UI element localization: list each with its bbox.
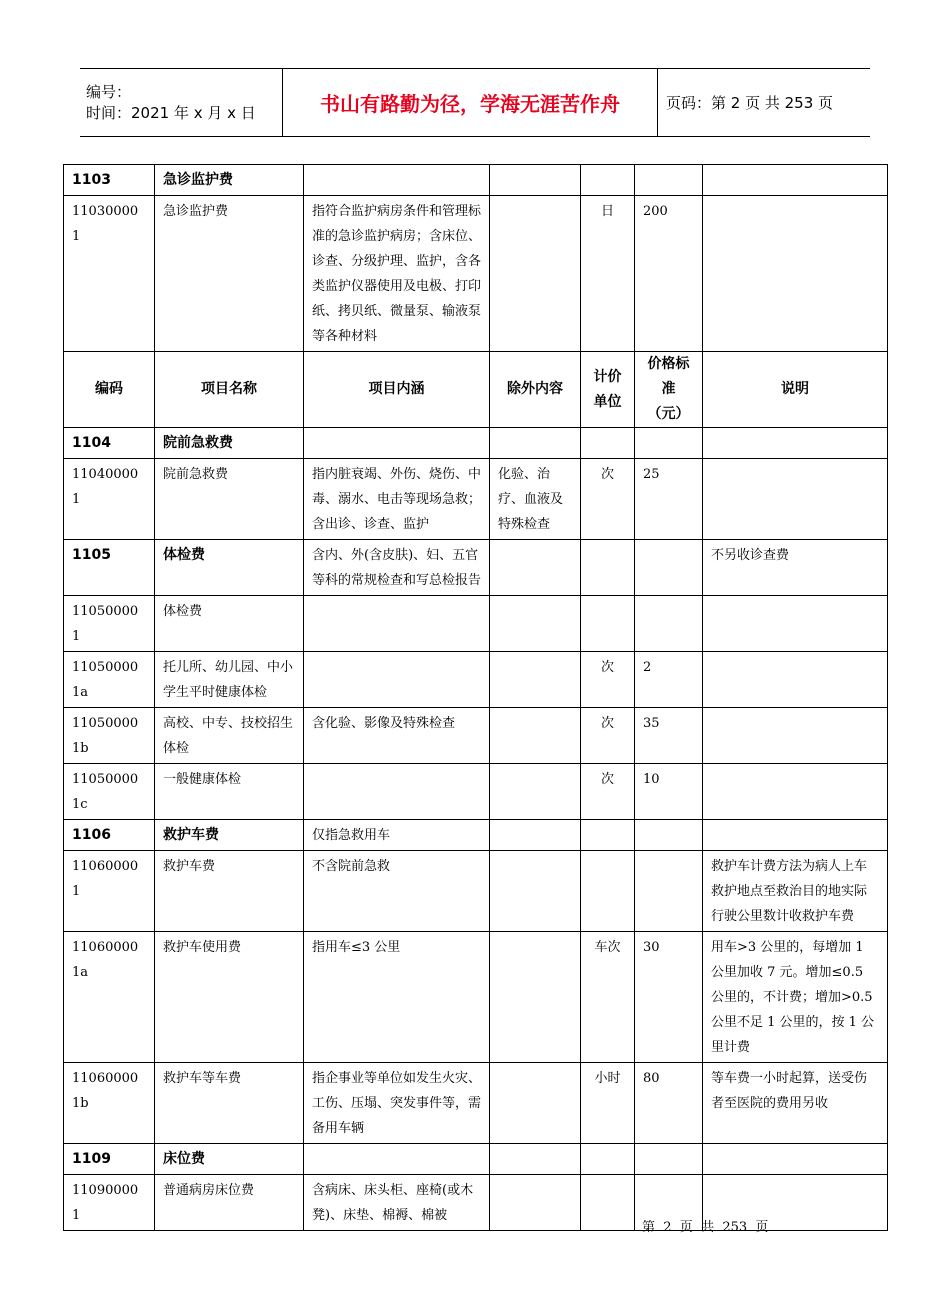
table-row [64,196,888,352]
cell-content: 含病床、床头柜、座椅(或木凳)、床垫、棉褥、棉被 [304,1175,490,1231]
cell-exclude [490,1144,581,1175]
cell-content [304,596,490,652]
cell-code: 1105 [64,540,155,596]
cell-unit: 次 [581,459,635,540]
cell-unit: 日 [581,196,635,352]
cell-exclude [490,764,581,820]
cell-name: 托儿所、幼儿园、中小学生平时健康体检 [155,652,304,708]
cell-unit [581,165,635,196]
cell-code: 110500001 [64,596,155,652]
motto-text: 书山有路勤为径，学海无涯苦作舟 [320,92,620,116]
cell-price: 35 [635,708,703,764]
cell-name: 急诊监护费 [155,165,304,196]
cell-content: 指用车≤3 公里 [304,932,490,1063]
cell-name: 救护车费 [155,820,304,851]
header-unit-line: 计价 [593,368,622,385]
cell-name: 床位费 [155,1144,304,1175]
cell-code: 110500001a [64,652,155,708]
cell-exclude [490,652,581,708]
cell-name: 一般健康体检 [155,764,304,820]
cell-note: 救护车计费方法为病人上车救护地点至救治目的地实际行驶公里数计收救护车费 [703,851,888,932]
cell-code: 110600001a [64,932,155,1063]
cell-price [635,851,703,932]
cell-unit: 次 [581,708,635,764]
cell-name: 院前急救费 [155,459,304,540]
header-note [703,352,888,428]
cell-note [703,708,888,764]
cell-price [635,165,703,196]
cell-code: 110600001 [64,851,155,932]
table-row [64,851,888,932]
cell-unit: 次 [581,652,635,708]
cell-content [304,1144,490,1175]
cell-code: 1104 [64,428,155,459]
cell-unit: 车次 [581,932,635,1063]
cell-price: 80 [635,1063,703,1144]
document-time-label: 时间：2021 年 x 月 x 日 [86,103,256,122]
cell-price: 200 [635,196,703,352]
cell-exclude [490,428,581,459]
cell-unit: 次 [581,764,635,820]
cell-name: 救护车费 [155,851,304,932]
header-price-line: 价格标 [647,356,690,372]
cell-note [703,596,888,652]
document-number-label: 编号： [86,82,132,101]
column-header-row [64,352,888,428]
cell-code: 110500001c [64,764,155,820]
header-price-line: 准 [661,381,676,397]
header-exclude [490,352,581,428]
cell-content: 指企事业等单位如发生火灾、工伤、压塌、突发事件等，需备用车辆 [304,1063,490,1144]
cell-code: 1106 [64,820,155,851]
fee-table-body [64,165,888,1231]
cell-unit [581,540,635,596]
cell-content: 含内、外(含皮肤)、妇、五官等科的常规检查和写总检报告 [304,540,490,596]
header-content [304,352,490,428]
cell-unit [581,1144,635,1175]
header-content-line: 项目内涵 [368,381,425,397]
cell-content: 不含院前急救 [304,851,490,932]
header-page-info [658,69,870,136]
cell-name: 高校、中专、技校招生体检 [155,708,304,764]
cell-name: 救护车使用费 [155,932,304,1063]
table-row [64,1063,888,1144]
cell-note [703,165,888,196]
header-code-line: 编码 [95,381,123,397]
cell-price [635,596,703,652]
header-motto [282,69,658,136]
table-row [64,708,888,764]
header-name-line: 项目名称 [201,381,257,397]
cell-code: 1109 [64,1144,155,1175]
cell-exclude [490,708,581,764]
cell-content: 含化验、影像及特殊检查 [304,708,490,764]
header-price [635,352,703,428]
cell-unit [581,596,635,652]
section-row [64,1144,888,1175]
cell-price: 10 [635,764,703,820]
table-row [64,596,888,652]
cell-note [703,652,888,708]
cell-exclude: 化验、治疗、血液及特殊检查 [490,459,581,540]
cell-content [304,428,490,459]
cell-code: 110300001 [64,196,155,352]
cell-exclude [490,932,581,1063]
section-row [64,428,888,459]
cell-price [635,1144,703,1175]
cell-unit: 小时 [581,1063,635,1144]
cell-content [304,165,490,196]
page-footer: 第 2 页 共 253 页 [642,1220,769,1235]
cell-code: 1103 [64,165,155,196]
cell-exclude [490,596,581,652]
header-exclude-line: 除外内容 [507,381,563,397]
cell-exclude [490,820,581,851]
cell-price [635,820,703,851]
cell-exclude [490,1175,581,1231]
cell-code: 110900001 [64,1175,155,1231]
cell-price [635,540,703,596]
cell-note: 等车费一小时起算，送受伤者至医院的费用另收 [703,1063,888,1144]
cell-note [703,1144,888,1175]
table-row [64,764,888,820]
header-name [155,352,304,428]
cell-content [304,764,490,820]
cell-note [703,196,888,352]
header-price-line: （元） [647,406,690,422]
section-row [64,165,888,196]
cell-name: 体检费 [155,540,304,596]
cell-note: 不另收诊查费 [703,540,888,596]
cell-price: 30 [635,932,703,1063]
cell-content: 指内脏衰竭、外伤、烧伤、中毒、溺水、电击等现场急救；含出诊、诊查、监护 [304,459,490,540]
cell-code: 110500001b [64,708,155,764]
section-row [64,820,888,851]
header-code [64,352,155,428]
cell-unit [581,820,635,851]
cell-content: 仅指急救用车 [304,820,490,851]
cell-exclude [490,196,581,352]
cell-exclude [490,540,581,596]
page-number-label: 页码：第 2 页 共 253 页 [666,94,834,112]
cell-name: 急诊监护费 [155,196,304,352]
cell-note [703,820,888,851]
header-note-line: 说明 [781,381,809,397]
table-row [64,652,888,708]
table-row [64,459,888,540]
cell-name: 普通病房床位费 [155,1175,304,1231]
cell-name: 院前急救费 [155,428,304,459]
cell-unit [581,851,635,932]
cell-price [635,428,703,459]
section-row [64,540,888,596]
cell-exclude [490,851,581,932]
header-meta [80,69,282,136]
cell-note [703,428,888,459]
page-header [80,68,870,137]
table-row [64,932,888,1063]
cell-exclude [490,165,581,196]
cell-unit [581,428,635,459]
cell-price: 25 [635,459,703,540]
cell-note: 用车>3 公里的，每增加 1 公里加收 7 元。增加≤0.5 公里的，不计费；增加>0.5 公里不足 1 公里的，按 1 公里计费 [703,932,888,1063]
header-unit-line: 单位 [593,393,622,410]
cell-code: 110600001b [64,1063,155,1144]
cell-note [703,459,888,540]
cell-unit [581,1175,635,1231]
fee-table [63,164,888,1231]
cell-name: 救护车等车费 [155,1063,304,1144]
cell-price: 2 [635,652,703,708]
cell-code: 110400001 [64,459,155,540]
header-unit [581,352,635,428]
cell-name: 体检费 [155,596,304,652]
cell-content: 指符合监护病房条件和管理标准的急诊监护病房；含床位、诊查、分级护理、监护，含各类监护仪器使用及电极、打印纸、拷贝纸、微量泵、输液泵等各种材料 [304,196,490,352]
cell-exclude [490,1063,581,1144]
cell-note [703,764,888,820]
cell-content [304,652,490,708]
